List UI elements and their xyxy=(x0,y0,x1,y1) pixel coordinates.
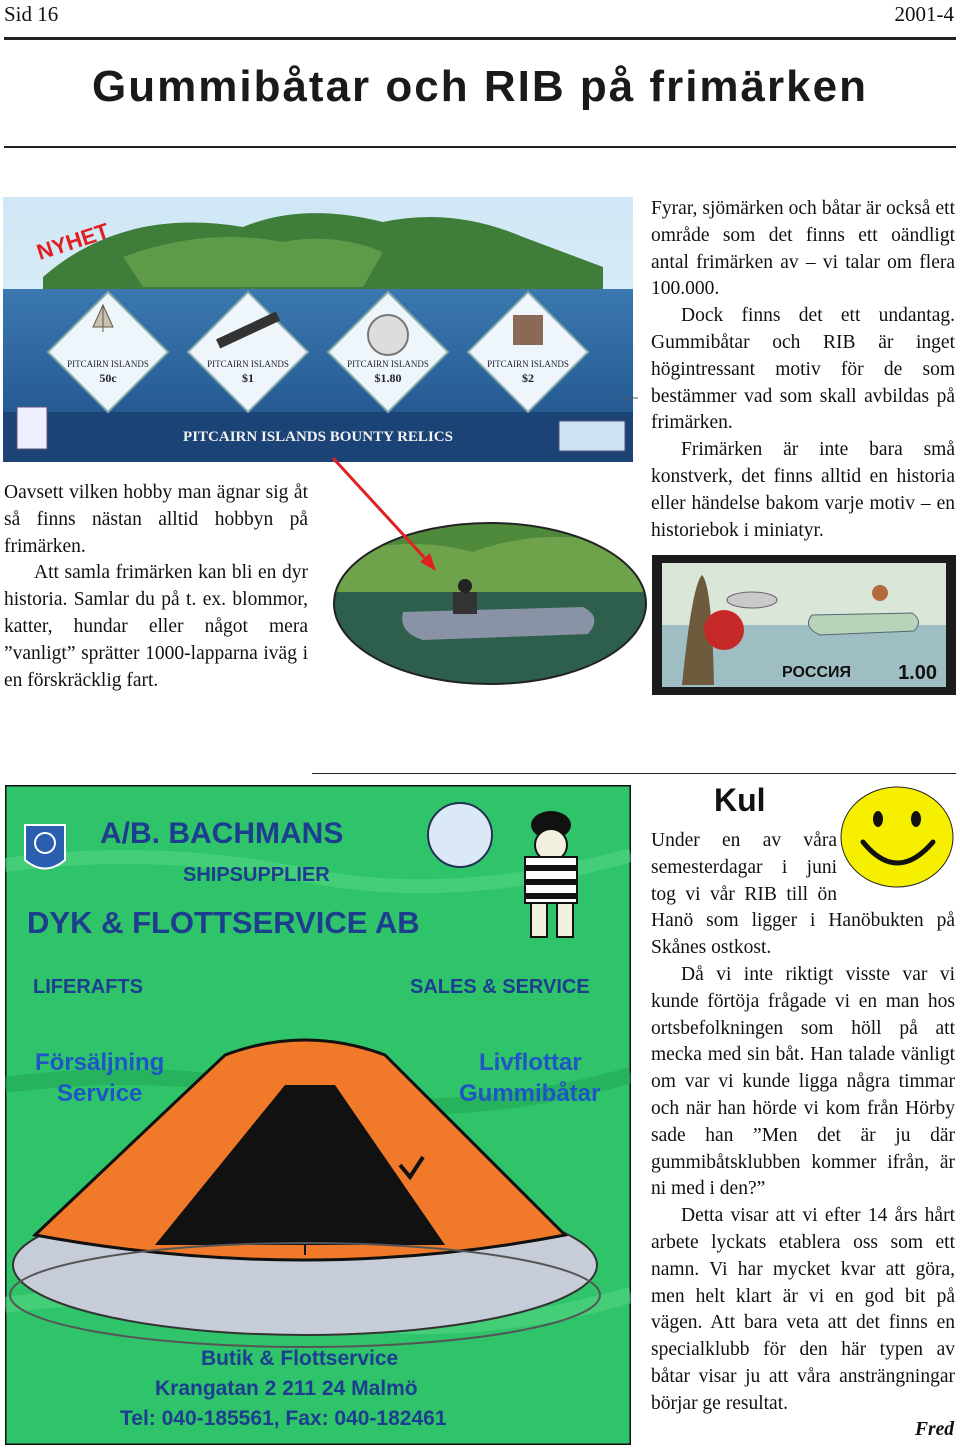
intro-right-paragraph: Fyrar, sjömärken och båtar är också ett område som det finns ett oändligt antal frimärken av – vi talar om flera 100.000. xyxy=(651,198,955,300)
kul-paragraph-2: Då vi inte riktigt visste var vi kunde förtöja frågade vi en man hos ortsbefolkningen som höll på att mecka med sin båt. Han talade vänligt om var vi kunde ligga några timmar och när han hörde vi kom från Hörby sade han ”Men det är ju där gummibåtsklubben kommer ifrån, är ni med i den?” xyxy=(651,963,955,1200)
intro-left-paragraph: Oavsett vilken hobby man ägnar sig åt så finns nästan alltid hobbyn på frimärken. xyxy=(4,482,308,557)
pitcairn-stamp-sheet xyxy=(3,197,633,462)
ad-service: Service xyxy=(57,1080,143,1107)
rib-photo-oval xyxy=(333,522,647,685)
ad-company-line: DYK & FLOTTSERVICE AB xyxy=(27,905,420,940)
ad-sales-service: SALES & SERVICE xyxy=(410,976,590,998)
stamp-1-label: PITCAIRN ISLANDS xyxy=(67,359,149,369)
signature: Fred xyxy=(915,1419,954,1440)
russia-stamp xyxy=(652,555,956,695)
ad-liferafts: LIFERAFTS xyxy=(33,976,143,998)
stamp-sheet-caption: PITCAIRN ISLANDS BOUNTY RELICS xyxy=(183,429,453,445)
issue-number: 2001-4 xyxy=(894,2,954,26)
stamp-2-value: $1 xyxy=(242,371,254,385)
stamp-1-value: 50c xyxy=(99,371,117,385)
russia-stamp-country: РОССИЯ xyxy=(782,664,852,681)
intro-right-paragraph: Frimärken är inte bara små konstverk, det finns alltid en historia eller händelse bakom varje motiv – en historiebok i miniatyr. xyxy=(651,439,955,541)
stamp-2-label: PITCAIRN ISLANDS xyxy=(207,359,289,369)
stamp-4-label: PITCAIRN ISLANDS xyxy=(487,359,569,369)
stamp-4-value: $2 xyxy=(522,371,534,385)
bachmans-advertisement xyxy=(5,785,631,1445)
intro-left-paragraph: Att samla frimärken kan bli en dyr historia. Samlar du på t. ex. blommor, katter, hundar eller något mera ”vanligt” sprätter 1000-lapparna iväg i en förskräcklig fart. xyxy=(4,562,308,691)
section-rule xyxy=(312,773,956,774)
stamp-3-value: $1.80 xyxy=(374,371,402,385)
page-title: Gummibåtar och RIB på frimärken xyxy=(92,62,868,111)
kul-heading: Kul xyxy=(714,782,766,818)
ad-forsaljning: Försäljning xyxy=(35,1049,165,1076)
ad-company-name: A/B. BACHMANS xyxy=(100,817,344,850)
kul-paragraph xyxy=(651,828,955,962)
kul-paragraph-1: Under en av våra semesterdagar i juni tog vi vår RIB till ön Hanö som ligger i Hanöbukten på Skånes ostkost. xyxy=(651,830,955,959)
stamp-3-label: PITCAIRN ISLANDS xyxy=(347,359,429,369)
smiley-wrap-space xyxy=(837,828,955,890)
ad-livflottar: Livflottar xyxy=(479,1049,582,1076)
ad-footer-shop: Butik & Flottservice xyxy=(201,1347,399,1370)
ad-gummibatar: Gummibåtar xyxy=(459,1080,601,1107)
ad-footer-address: Krangatan 2 211 24 Malmö xyxy=(155,1377,418,1400)
russia-stamp-value: 1.00 xyxy=(898,662,937,684)
ad-shipsupplier: SHIPSUPPLIER xyxy=(183,864,330,886)
intro-right-column xyxy=(651,196,955,544)
ad-footer-phone: Tel: 040-185561, Fax: 040-182461 xyxy=(120,1407,447,1430)
kul-paragraph-3: Detta visar att vi efter 14 års hårt arbete lyckats etablera oss som ett namn. Vi har mycket kvar att göra, men helt klart är vi en god bit på vägen. Att bara veta att det finns en specialklubb för den här typen av båtar visar ju att våra ansträngningar börjar ge resultat. xyxy=(651,1205,955,1414)
title-rule xyxy=(4,146,956,148)
intro-left-column xyxy=(4,480,308,694)
intro-right-paragraph: Dock finns det ett undantag. Gummibåtar och RIB är inget högintressant motiv för de som bestämmer vad som skall avbildas på frimärken. xyxy=(651,305,955,434)
header-rule xyxy=(4,37,956,40)
page-number: Sid 16 xyxy=(4,2,59,26)
kul-column xyxy=(651,828,955,1418)
nyhet-badge: NYHET xyxy=(33,218,113,265)
